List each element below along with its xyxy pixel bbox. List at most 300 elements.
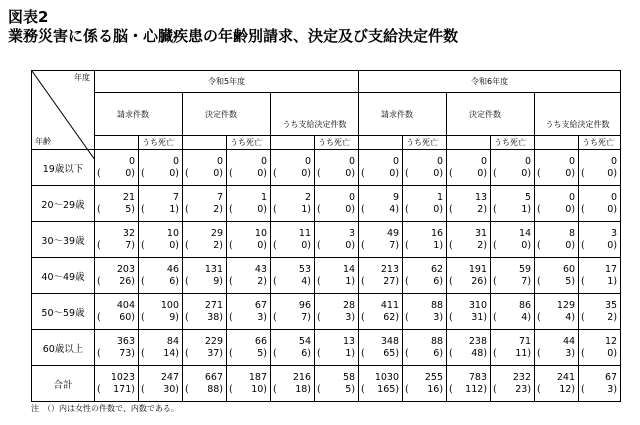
female-count-value: 7 xyxy=(301,311,308,323)
paren-open: ( xyxy=(317,347,321,359)
paren-close: ) xyxy=(263,311,267,323)
paren-close: ) xyxy=(307,347,311,359)
female-count-value: 0 xyxy=(607,203,614,215)
paren-open: ( xyxy=(273,347,277,359)
total-count: 7 xyxy=(172,191,179,203)
paren-close: ) xyxy=(571,203,576,215)
paren-open: ( xyxy=(317,239,321,251)
paren-open: ( xyxy=(97,203,101,215)
count-cell xyxy=(271,366,315,402)
female-count-value: 6 xyxy=(433,275,440,287)
paren-close: ) xyxy=(527,239,532,251)
count-cell xyxy=(403,330,447,366)
paren-open: ( xyxy=(229,275,233,287)
total-count: 9 xyxy=(392,191,400,203)
count-cell xyxy=(359,258,403,294)
count-cell xyxy=(271,258,315,294)
paren-open: ( xyxy=(229,239,233,251)
count-cell xyxy=(227,186,271,222)
count-cell xyxy=(579,330,621,366)
female-count-value: 2 xyxy=(477,239,484,251)
female-count-value: 37 xyxy=(207,347,220,359)
total-count: 241 xyxy=(556,371,576,383)
female-count xyxy=(95,312,138,324)
count-cell xyxy=(579,366,621,402)
female-count xyxy=(315,384,358,396)
female-count-value: 1 xyxy=(521,203,528,215)
female-count xyxy=(535,240,578,252)
paren-open: ( xyxy=(493,347,497,359)
figure-title: 業務災害に係る脳・心臓疾患の年齢別請求、決定及び支給決定件数 xyxy=(8,27,459,45)
female-count-value: 31 xyxy=(471,311,484,323)
count-cell xyxy=(139,222,183,258)
total-count: 203 xyxy=(116,263,135,275)
paren-close: ) xyxy=(571,275,576,287)
total-count: 0 xyxy=(128,155,135,167)
count-cell xyxy=(403,366,447,402)
total-count: 67 xyxy=(604,371,618,383)
female-count-value: 3 xyxy=(257,311,264,323)
paren-open: ( xyxy=(97,311,101,323)
female-count xyxy=(447,348,490,360)
paren-open: ( xyxy=(449,239,453,251)
paren-open: ( xyxy=(581,167,585,179)
claims-total-subheader-r6 xyxy=(359,136,403,150)
paren-close: ) xyxy=(219,203,223,215)
total-count: 783 xyxy=(468,371,488,383)
count-cell xyxy=(271,294,315,330)
paren-close: ) xyxy=(307,203,311,215)
approved-header-r5: うち支給決定件数 xyxy=(271,114,359,136)
paren-close: ) xyxy=(175,239,179,251)
female-count xyxy=(535,348,578,360)
paren-open: ( xyxy=(361,239,365,251)
paren-open: ( xyxy=(97,383,101,395)
paren-open: ( xyxy=(273,311,277,323)
female-count-value: 0 xyxy=(345,239,352,251)
paren-open: ( xyxy=(273,167,277,179)
age-group-label: 合計 xyxy=(32,366,95,402)
paren-close: ) xyxy=(571,383,576,395)
approved-total-subheader-r5 xyxy=(271,136,315,150)
female-count xyxy=(579,168,620,180)
paren-close: ) xyxy=(351,203,356,215)
female-count-value: 48 xyxy=(471,347,484,359)
paren-close: ) xyxy=(439,347,444,359)
female-count xyxy=(447,276,490,288)
paren-open: ( xyxy=(97,347,101,359)
female-count xyxy=(271,312,314,324)
paren-open: ( xyxy=(185,383,189,395)
age-group-label: 60歳以上 xyxy=(32,330,95,366)
total-count: 29 xyxy=(210,227,223,239)
total-count: 0 xyxy=(304,155,311,167)
female-count xyxy=(183,348,226,360)
count-cell xyxy=(227,258,271,294)
count-cell xyxy=(271,186,315,222)
count-cell xyxy=(227,222,271,258)
paren-open: ( xyxy=(317,167,321,179)
female-count-value: 1 xyxy=(607,275,614,287)
female-count-value: 5 xyxy=(345,383,352,395)
total-count: 14 xyxy=(342,263,356,275)
paren-close: ) xyxy=(483,167,488,179)
total-count: 5 xyxy=(524,191,532,203)
female-count xyxy=(227,276,270,288)
female-count-value: 60 xyxy=(119,311,132,323)
female-count xyxy=(139,240,182,252)
count-cell xyxy=(95,186,139,222)
total-count: 363 xyxy=(116,335,135,347)
paren-close: ) xyxy=(527,383,532,395)
female-count xyxy=(227,312,270,324)
paren-open: ( xyxy=(493,383,497,395)
total-count: 191 xyxy=(468,263,488,275)
total-count: 0 xyxy=(260,155,267,167)
paren-close: ) xyxy=(483,275,488,287)
count-cell xyxy=(183,294,227,330)
paren-close: ) xyxy=(175,383,179,395)
total-count: 96 xyxy=(298,299,311,311)
paren-open: ( xyxy=(141,239,145,251)
female-count xyxy=(271,348,314,360)
female-count xyxy=(535,168,578,180)
count-cell xyxy=(491,366,535,402)
female-count-value: 9 xyxy=(169,311,176,323)
total-count: 54 xyxy=(298,335,311,347)
female-count-value: 5 xyxy=(565,275,572,287)
paren-close: ) xyxy=(307,239,311,251)
era-header-r5: 令和5年度 xyxy=(95,71,359,93)
total-count: 10 xyxy=(166,227,179,239)
data-table xyxy=(31,70,621,402)
total-count: 187 xyxy=(248,371,267,383)
female-count xyxy=(95,384,138,396)
paren-open: ( xyxy=(141,383,145,395)
paren-close: ) xyxy=(131,347,135,359)
total-count: 46 xyxy=(166,263,179,275)
paren-open: ( xyxy=(273,275,277,287)
female-count-value: 0 xyxy=(565,203,572,215)
corner-year-label: 年度 xyxy=(74,73,90,82)
table-row xyxy=(32,150,621,186)
paren-close: ) xyxy=(131,275,135,287)
corner-age-label: 年齢 xyxy=(35,137,51,146)
female-count-value: 7 xyxy=(125,239,132,251)
count-cell xyxy=(403,186,447,222)
female-count-value: 0 xyxy=(213,167,220,179)
age-group-label: 40～49歳 xyxy=(32,258,95,294)
paren-open: ( xyxy=(493,203,497,215)
paren-open: ( xyxy=(449,275,453,287)
female-count-value: 30 xyxy=(163,383,176,395)
paren-open: ( xyxy=(185,167,189,179)
female-count-value: 26 xyxy=(471,275,484,287)
total-count: 28 xyxy=(342,299,356,311)
female-count xyxy=(447,204,490,216)
female-count xyxy=(139,204,182,216)
count-cell xyxy=(271,330,315,366)
female-count-value: 88 xyxy=(207,383,220,395)
paren-close: ) xyxy=(483,383,488,395)
total-count: 58 xyxy=(342,371,356,383)
paren-close: ) xyxy=(219,167,223,179)
female-count-value: 5 xyxy=(125,203,132,215)
paren-close: ) xyxy=(395,275,400,287)
paren-close: ) xyxy=(395,347,400,359)
female-count xyxy=(139,168,182,180)
death-subheader: うち死亡 xyxy=(491,136,535,150)
paren-open: ( xyxy=(537,239,541,251)
paren-open: ( xyxy=(581,347,585,359)
count-cell xyxy=(183,330,227,366)
female-count xyxy=(139,312,182,324)
paren-close: ) xyxy=(307,383,311,395)
count-cell xyxy=(95,330,139,366)
female-count-value: 1 xyxy=(345,275,352,287)
paren-close: ) xyxy=(219,347,223,359)
total-count: 62 xyxy=(430,263,444,275)
paren-open: ( xyxy=(449,167,453,179)
total-count: 271 xyxy=(204,299,223,311)
female-count-value: 9 xyxy=(213,275,220,287)
female-count-value: 4 xyxy=(521,311,528,323)
paren-open: ( xyxy=(97,239,101,251)
female-count xyxy=(403,384,446,396)
age-group-label: 19歳以下 xyxy=(32,150,95,186)
paren-open: ( xyxy=(405,239,409,251)
female-count xyxy=(491,384,534,396)
paren-open: ( xyxy=(273,203,277,215)
female-count-value: 1 xyxy=(345,347,352,359)
paren-open: ( xyxy=(229,203,233,215)
count-cell xyxy=(315,150,359,186)
paren-open: ( xyxy=(273,239,277,251)
paren-open: ( xyxy=(141,275,145,287)
female-count-value: 0 xyxy=(125,167,132,179)
female-count-value: 171 xyxy=(113,383,132,395)
count-cell xyxy=(447,258,491,294)
paren-close: ) xyxy=(131,239,135,251)
era-header-r6: 令和6年度 xyxy=(359,71,621,93)
total-count: 49 xyxy=(386,227,400,239)
paren-open: ( xyxy=(537,275,541,287)
decisions-header-r6: 決定件数 xyxy=(447,93,535,136)
total-count: 232 xyxy=(512,371,532,383)
count-cell xyxy=(95,222,139,258)
female-count xyxy=(403,204,446,216)
count-cell xyxy=(95,294,139,330)
female-count-value: 0 xyxy=(301,167,308,179)
total-count: 12 xyxy=(604,335,618,347)
count-cell xyxy=(359,330,403,366)
female-count xyxy=(535,312,578,324)
female-count xyxy=(271,276,314,288)
female-count-value: 62 xyxy=(383,311,396,323)
total-count: 0 xyxy=(348,191,356,203)
paren-close: ) xyxy=(131,311,135,323)
female-count xyxy=(95,276,138,288)
paren-close: ) xyxy=(175,275,179,287)
approved-total-subheader-r6 xyxy=(535,136,579,150)
female-count-value: 1 xyxy=(169,203,176,215)
count-cell xyxy=(271,222,315,258)
female-count-value: 38 xyxy=(207,311,220,323)
total-count: 3 xyxy=(348,227,356,239)
paren-close: ) xyxy=(351,311,356,323)
paren-close: ) xyxy=(175,203,179,215)
female-count-value: 165 xyxy=(377,383,396,395)
female-count xyxy=(579,384,620,396)
total-count: 0 xyxy=(568,191,576,203)
total-count: 348 xyxy=(380,335,400,347)
paren-close: ) xyxy=(263,203,267,215)
count-cell xyxy=(579,222,621,258)
total-count: 67 xyxy=(254,299,267,311)
count-cell xyxy=(447,222,491,258)
total-count: 17 xyxy=(604,263,618,275)
count-cell xyxy=(227,294,271,330)
count-cell xyxy=(403,150,447,186)
paren-open: ( xyxy=(405,167,409,179)
count-cell xyxy=(227,366,271,402)
count-cell xyxy=(447,330,491,366)
count-cell xyxy=(491,150,535,186)
total-count: 0 xyxy=(392,155,400,167)
total-count: 216 xyxy=(292,371,311,383)
count-cell xyxy=(227,330,271,366)
approved-spacer-r6 xyxy=(535,93,621,115)
age-group-label: 20～29歳 xyxy=(32,186,95,222)
female-count xyxy=(183,204,226,216)
paren-close: ) xyxy=(131,203,135,215)
paren-close: ) xyxy=(571,347,576,359)
female-count xyxy=(139,276,182,288)
table-row xyxy=(32,366,621,402)
paren-open: ( xyxy=(361,167,365,179)
paren-open: ( xyxy=(97,275,101,287)
paren-close: ) xyxy=(439,167,444,179)
female-count xyxy=(139,348,182,360)
total-count: 100 xyxy=(160,299,179,311)
count-cell xyxy=(491,330,535,366)
paren-close: ) xyxy=(351,383,356,395)
paren-close: ) xyxy=(263,383,267,395)
female-count-value: 112 xyxy=(465,383,484,395)
female-count xyxy=(403,168,446,180)
female-count xyxy=(579,276,620,288)
paren-open: ( xyxy=(405,383,409,395)
count-cell xyxy=(535,150,579,186)
death-subheader: うち死亡 xyxy=(139,136,183,150)
female-count-value: 0 xyxy=(607,167,614,179)
total-count: 1030 xyxy=(374,371,400,383)
female-count-value: 23 xyxy=(515,383,528,395)
total-count: 404 xyxy=(116,299,135,311)
female-count xyxy=(403,348,446,360)
count-cell xyxy=(403,294,447,330)
death-subheader: うち死亡 xyxy=(227,136,271,150)
paren-close: ) xyxy=(395,203,400,215)
female-count xyxy=(359,348,402,360)
female-count xyxy=(359,168,402,180)
female-count xyxy=(95,240,138,252)
paren-close: ) xyxy=(613,203,618,215)
total-count: 8 xyxy=(568,227,576,239)
paren-close: ) xyxy=(263,275,267,287)
total-count: 16 xyxy=(430,227,444,239)
paren-open: ( xyxy=(405,275,409,287)
total-count: 0 xyxy=(480,155,488,167)
total-count: 44 xyxy=(562,335,576,347)
paren-open: ( xyxy=(361,203,365,215)
paren-close: ) xyxy=(395,167,400,179)
paren-close: ) xyxy=(351,275,356,287)
total-count: 13 xyxy=(474,191,488,203)
footnote: 注 （）内は女性の件数で、内数である。 xyxy=(31,404,179,413)
total-count: 60 xyxy=(562,263,576,275)
count-cell xyxy=(491,294,535,330)
female-count xyxy=(315,276,358,288)
female-count-value: 7 xyxy=(389,239,396,251)
count-cell xyxy=(315,186,359,222)
female-count xyxy=(95,204,138,216)
female-count-value: 2 xyxy=(213,239,220,251)
total-count: 59 xyxy=(518,263,532,275)
paren-open: ( xyxy=(97,167,101,179)
paren-open: ( xyxy=(229,311,233,323)
count-cell xyxy=(579,186,621,222)
total-count: 238 xyxy=(468,335,488,347)
total-count: 0 xyxy=(172,155,179,167)
female-count-value: 26 xyxy=(119,275,132,287)
count-cell xyxy=(359,294,403,330)
female-count xyxy=(403,240,446,252)
paren-close: ) xyxy=(527,311,532,323)
female-count-value: 5 xyxy=(257,347,264,359)
paren-close: ) xyxy=(613,383,618,395)
total-count: 43 xyxy=(254,263,267,275)
female-count xyxy=(579,348,620,360)
paren-open: ( xyxy=(405,311,409,323)
count-cell xyxy=(183,258,227,294)
table-row xyxy=(32,186,621,222)
decisions-total-subheader-r6 xyxy=(447,136,491,150)
female-count-value: 7 xyxy=(521,275,528,287)
female-count-value: 3 xyxy=(345,311,352,323)
paren-open: ( xyxy=(405,347,409,359)
paren-close: ) xyxy=(527,203,532,215)
count-cell xyxy=(535,222,579,258)
paren-close: ) xyxy=(395,239,400,251)
paren-open: ( xyxy=(537,167,541,179)
paren-close: ) xyxy=(307,275,311,287)
paren-open: ( xyxy=(185,347,189,359)
total-count: 21 xyxy=(122,191,135,203)
paren-open: ( xyxy=(449,203,453,215)
paren-close: ) xyxy=(351,239,356,251)
count-cell xyxy=(535,294,579,330)
female-count xyxy=(359,204,402,216)
paren-open: ( xyxy=(229,383,233,395)
total-count: 88 xyxy=(430,299,444,311)
female-count-value: 2 xyxy=(257,275,264,287)
female-count xyxy=(535,204,578,216)
count-cell xyxy=(95,150,139,186)
table-row xyxy=(32,330,621,366)
female-count xyxy=(271,240,314,252)
count-cell xyxy=(183,222,227,258)
